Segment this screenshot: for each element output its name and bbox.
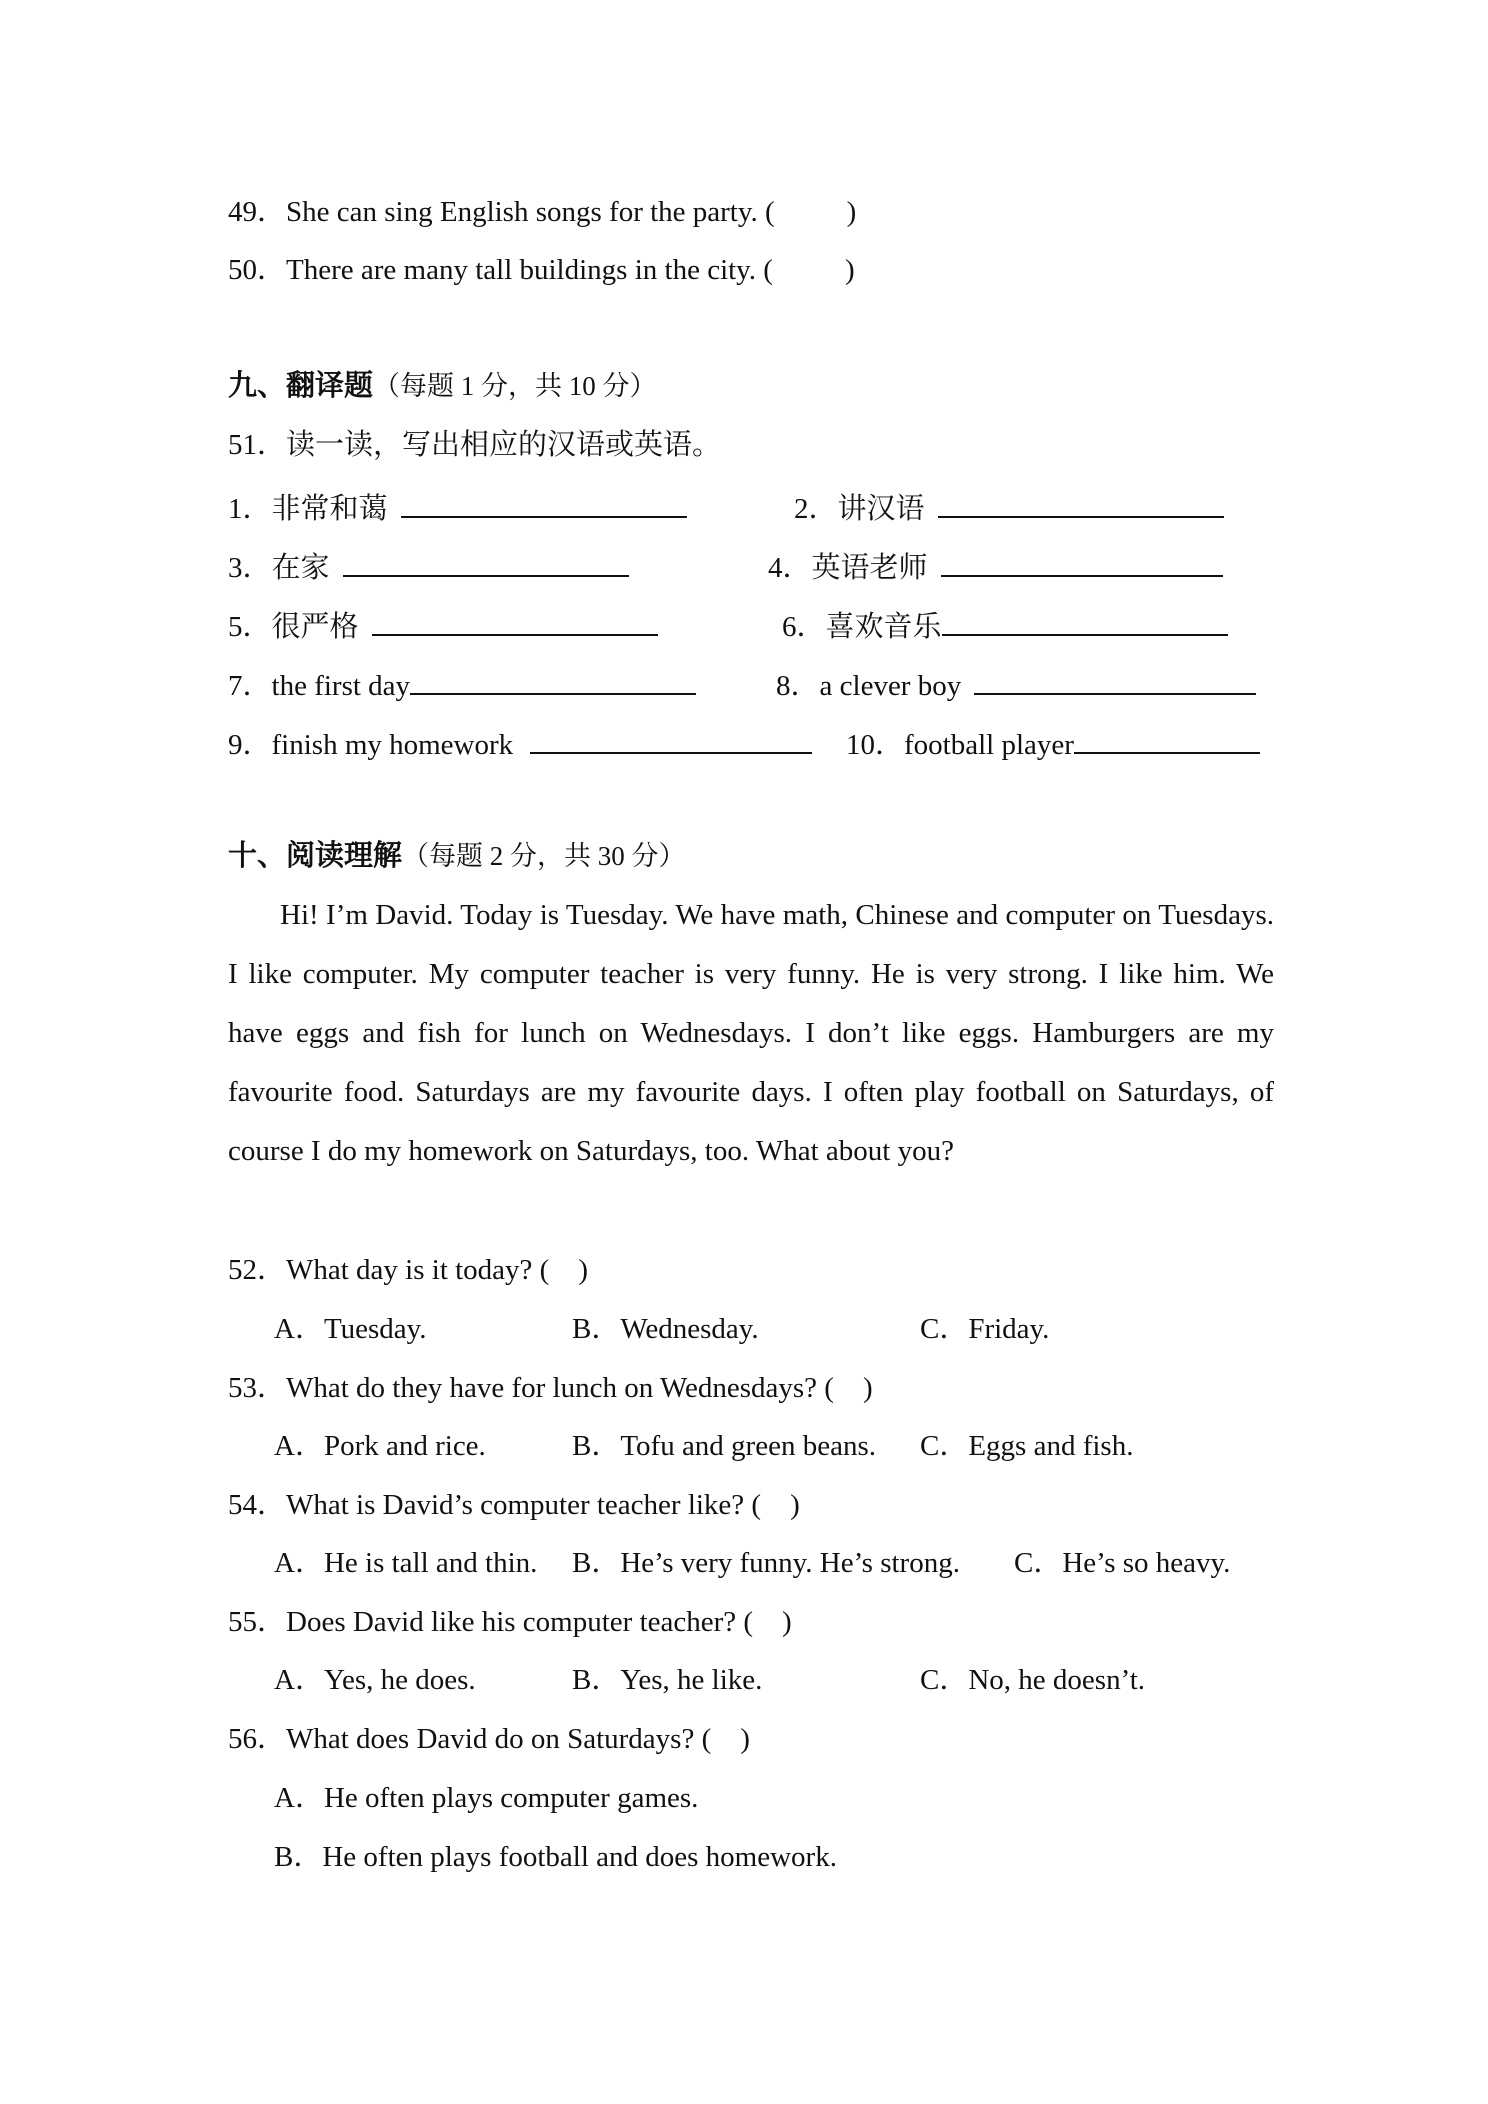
translate-item-9: 9．finish my homework [228, 722, 812, 763]
option-56-b[interactable]: B．He often plays football and does homework. [274, 1841, 837, 1873]
answer-blank[interactable] [343, 545, 629, 577]
translate-item-5: 5．很严格 [228, 604, 658, 645]
question-54: 54．What is David’s computer teacher like? ( ) [228, 1489, 800, 1521]
answer-blank[interactable] [372, 604, 658, 636]
answer-blank[interactable] [1074, 722, 1260, 754]
translate-item-3: 3．在家 [228, 545, 629, 586]
answer-blank[interactable] [530, 722, 812, 754]
translate-item-6: 6．喜欢音乐 [782, 604, 1228, 645]
question-55: 55．Does David like his computer teacher? ( ) [228, 1606, 792, 1638]
section-10-heading: 十、阅读理解（每题 2 分，共 30 分） [228, 840, 686, 872]
option-53-c[interactable]: C．Eggs and fish. [920, 1430, 1134, 1462]
translate-item-4: 4．英语老师 [768, 545, 1223, 586]
question-52: 52．What day is it today? ( ) [228, 1254, 588, 1286]
option-54-a[interactable]: A．He is tall and thin. [274, 1547, 538, 1579]
section-9-heading: 九、翻译题（每题 1 分，共 10 分） [228, 370, 657, 402]
question-49: 49．She can sing English songs for the party. ( ) [228, 196, 857, 228]
translate-item-7: 7．the first day [228, 663, 696, 704]
option-56-a[interactable]: A．He often plays computer games. [274, 1782, 699, 1814]
answer-blank[interactable] [974, 663, 1256, 695]
option-55-b[interactable]: B．Yes, he like. [572, 1664, 763, 1696]
answer-blank[interactable] [942, 604, 1228, 636]
option-54-c[interactable]: C．He’s so heavy. [1014, 1547, 1231, 1579]
option-54-b[interactable]: B．He’s very funny. He’s strong. [572, 1547, 960, 1579]
option-52-c[interactable]: C．Friday. [920, 1313, 1050, 1345]
option-52-a[interactable]: A．Tuesday. [274, 1313, 427, 1345]
option-52-b[interactable]: B．Wednesday. [572, 1313, 759, 1345]
translate-item-2: 2．讲汉语 [794, 486, 1224, 527]
answer-blank[interactable] [401, 486, 687, 518]
question-50: 50．There are many tall buildings in the city. ( ) [228, 254, 855, 286]
option-55-c[interactable]: C．No, he doesn’t. [920, 1664, 1146, 1696]
answer-blank[interactable] [410, 663, 696, 695]
option-53-a[interactable]: A．Pork and rice. [274, 1430, 486, 1462]
translate-item-1: 1．非常和蔼 [228, 486, 687, 527]
question-53: 53．What do they have for lunch on Wednesdays? ( ) [228, 1372, 873, 1404]
answer-blank[interactable] [938, 486, 1224, 518]
translate-item-8: 8．a clever boy [776, 663, 1256, 704]
translate-item-10: 10．football player [846, 722, 1260, 763]
option-53-b[interactable]: B．Tofu and green beans. [572, 1430, 876, 1462]
question-56: 56．What does David do on Saturdays? ( ) [228, 1723, 750, 1755]
reading-passage: Hi! I’m David. Today is Tuesday. We have math, Chinese and computer on Tuesdays. I like computer. My computer teacher is very funny. He is very strong. I like him. We have eggs and fish for lunch on Wednesdays. I don’t like eggs. Hamburgers are my favourite food. Saturdays are my favourite days. I often play football on Saturdays, of course I do my homework on Saturdays, too. What about you? [228, 899, 1274, 1167]
answer-blank[interactable] [941, 545, 1223, 577]
option-55-a[interactable]: A．Yes, he does. [274, 1664, 476, 1696]
question-51: 51．读一读，写出相应的汉语或英语。 [228, 429, 722, 461]
